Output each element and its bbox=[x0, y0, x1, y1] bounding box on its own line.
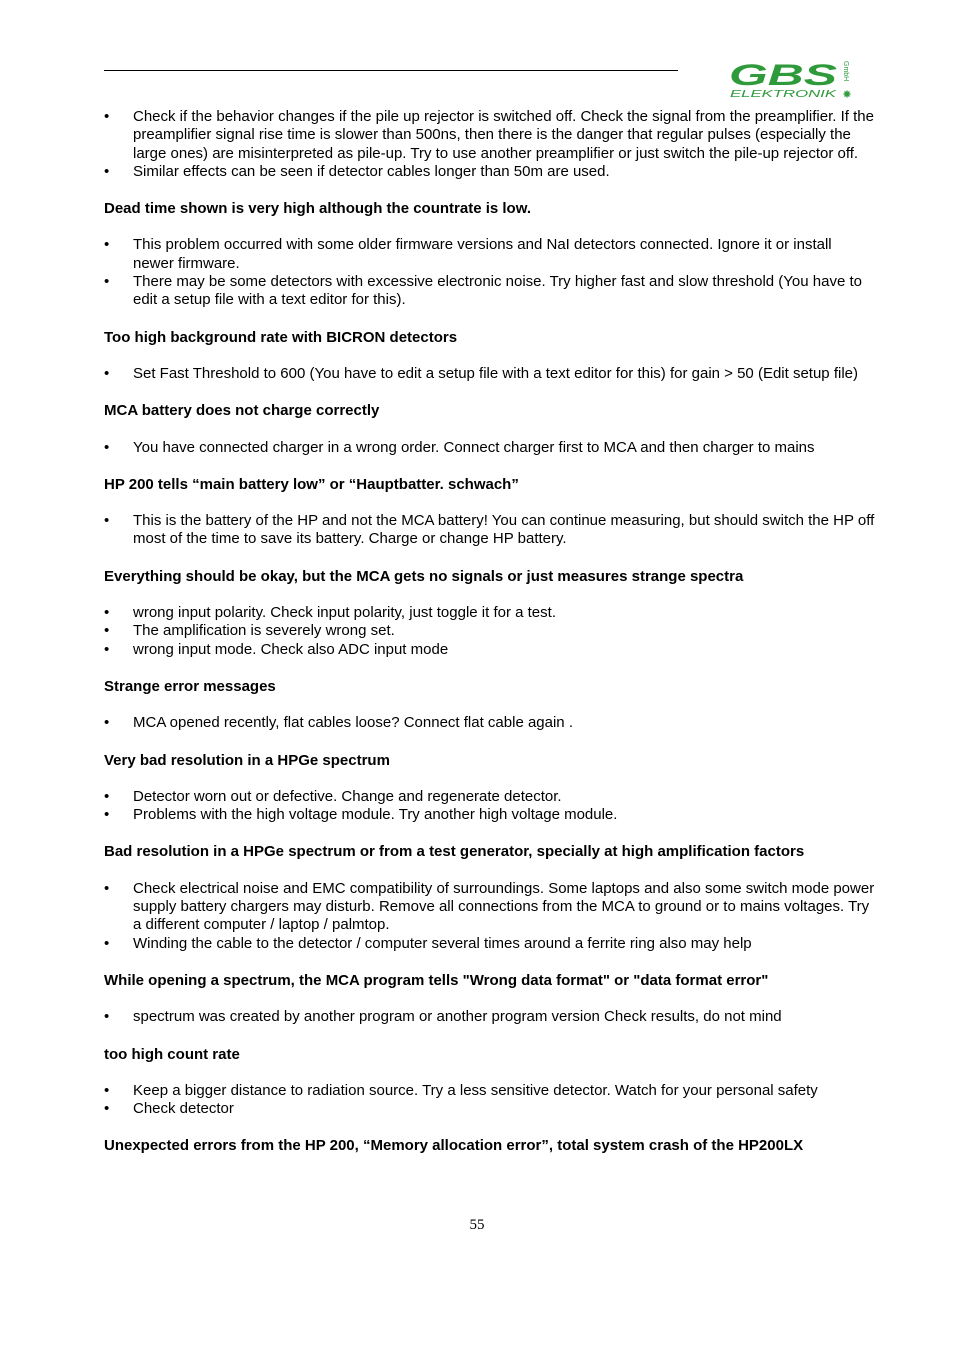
section-heading: Strange error messages bbox=[104, 677, 276, 695]
section-hp200-errors bbox=[104, 1137, 876, 1155]
list-item: • Set Fast Threshold to 600 (You have to edit a setup file with a text editor for this) for gain > 50 (Edit setup file) bbox=[104, 364, 858, 382]
list-item: • You have connected charger in a wrong order. Connect charger first to MCA and then charger to mains bbox=[104, 438, 815, 456]
section-count-rate bbox=[104, 1046, 876, 1119]
section-heading: While opening a spectrum, the MCA program tells "Wrong data format" or "data format error" bbox=[104, 971, 769, 989]
page-number: 55 bbox=[469, 1217, 485, 1233]
section-bicron bbox=[104, 329, 876, 384]
list-item: • Detector worn out or defective. Change and regenerate detector. bbox=[104, 787, 562, 805]
list-item: • This problem occurred with some older firmware versions and NaI detectors connected. Ignore it or install newer firmware. bbox=[104, 236, 832, 272]
section-dead-time bbox=[104, 200, 876, 309]
list-item: • The amplification is severely wrong set. bbox=[104, 622, 395, 640]
list-item: • MCA opened recently, flat cables loose? Connect flat cable again . bbox=[104, 714, 573, 732]
list-item: • wrong input mode. Check also ADC input mode bbox=[104, 640, 449, 658]
logo-side-text: GmbH bbox=[842, 61, 849, 82]
document-body bbox=[104, 108, 876, 1174]
list-item: • Keep a bigger distance to radiation source. Try a less sensitive detector. Watch for your personal safety bbox=[104, 1081, 818, 1099]
section-resolution-amplification bbox=[104, 843, 876, 952]
section-heading: Everything should be okay, but the MCA gets no signals or just measures strange spectra bbox=[104, 567, 744, 585]
company-logo bbox=[727, 58, 855, 100]
section-data-format bbox=[104, 972, 876, 1027]
list-item: • This is the battery of the HP and not the MCA battery! You can continue measuring, but should switch the HP off most of the time to save its battery. Charge or change HP battery. bbox=[104, 512, 875, 548]
section-heading: Very bad resolution in a HPGe spectrum bbox=[104, 751, 390, 769]
section-heading: Bad resolution in a HPGe spectrum or from a test generator, specially at high amplification factors bbox=[104, 843, 805, 861]
section-heading: too high count rate bbox=[104, 1045, 240, 1063]
list-item: • Winding the cable to the detector / computer several times around a ferrite ring also may help bbox=[104, 934, 752, 952]
list-item: • Check electrical noise and EMC compatibility of surroundings. Some laptops and also some switch mode power supply battery chargers may disturb. Remove all connections from the MCA to ground or to mains voltages. Try a different computer / laptop / palmtop. bbox=[104, 879, 875, 934]
logo-sub-text: ELEKTRONIK bbox=[730, 89, 839, 100]
header-rule bbox=[104, 70, 678, 71]
section-no-signals bbox=[104, 568, 876, 659]
section-heading: MCA battery does not charge correctly bbox=[104, 402, 380, 420]
section-error-messages bbox=[104, 678, 876, 733]
list-item: • There may be some detectors with excessive electronic noise. Try higher fast and slow threshold (You have to edit a setup file with a text editor for this). bbox=[104, 273, 862, 309]
list-item: • Check detector bbox=[104, 1100, 234, 1118]
section-heading: Too high background rate with BICRON detectors bbox=[104, 328, 458, 346]
intro-list bbox=[104, 108, 876, 181]
section-hp200-battery bbox=[104, 476, 876, 549]
asterisk-icon bbox=[844, 91, 851, 98]
logo-main-text: GBS bbox=[729, 59, 837, 92]
section-heading: HP 200 tells “main battery low” or “Hauptbatter. schwach” bbox=[104, 475, 519, 493]
list-item: • spectrum was created by another program or another program version Check results, do not mind bbox=[104, 1008, 782, 1026]
section-battery bbox=[104, 402, 876, 457]
list-item: • wrong input polarity. Check input polarity, just toggle it for a test. bbox=[104, 604, 556, 622]
list-item: • Problems with the high voltage module. Try another high voltage module. bbox=[104, 806, 618, 824]
section-bad-resolution bbox=[104, 752, 876, 825]
section-heading: Dead time shown is very high although the countrate is low. bbox=[104, 200, 532, 218]
section-heading: Unexpected errors from the HP 200, “Memory allocation error”, total system crash of the HP200LX bbox=[104, 1137, 804, 1155]
list-item: • Similar effects can be seen if detector cables longer than 50m are used. bbox=[104, 162, 610, 180]
list-item: • Check if the behavior changes if the pile up rejector is switched off. Check the signal from the preamplifier. If the preamplifier signal rise time is slower than 500ns, then there is the danger that regular pulses (especially the large ones) are misinterpreted as pile-up. Try to use another preamplifier or just switch the pile-up rejector off. bbox=[104, 108, 874, 162]
